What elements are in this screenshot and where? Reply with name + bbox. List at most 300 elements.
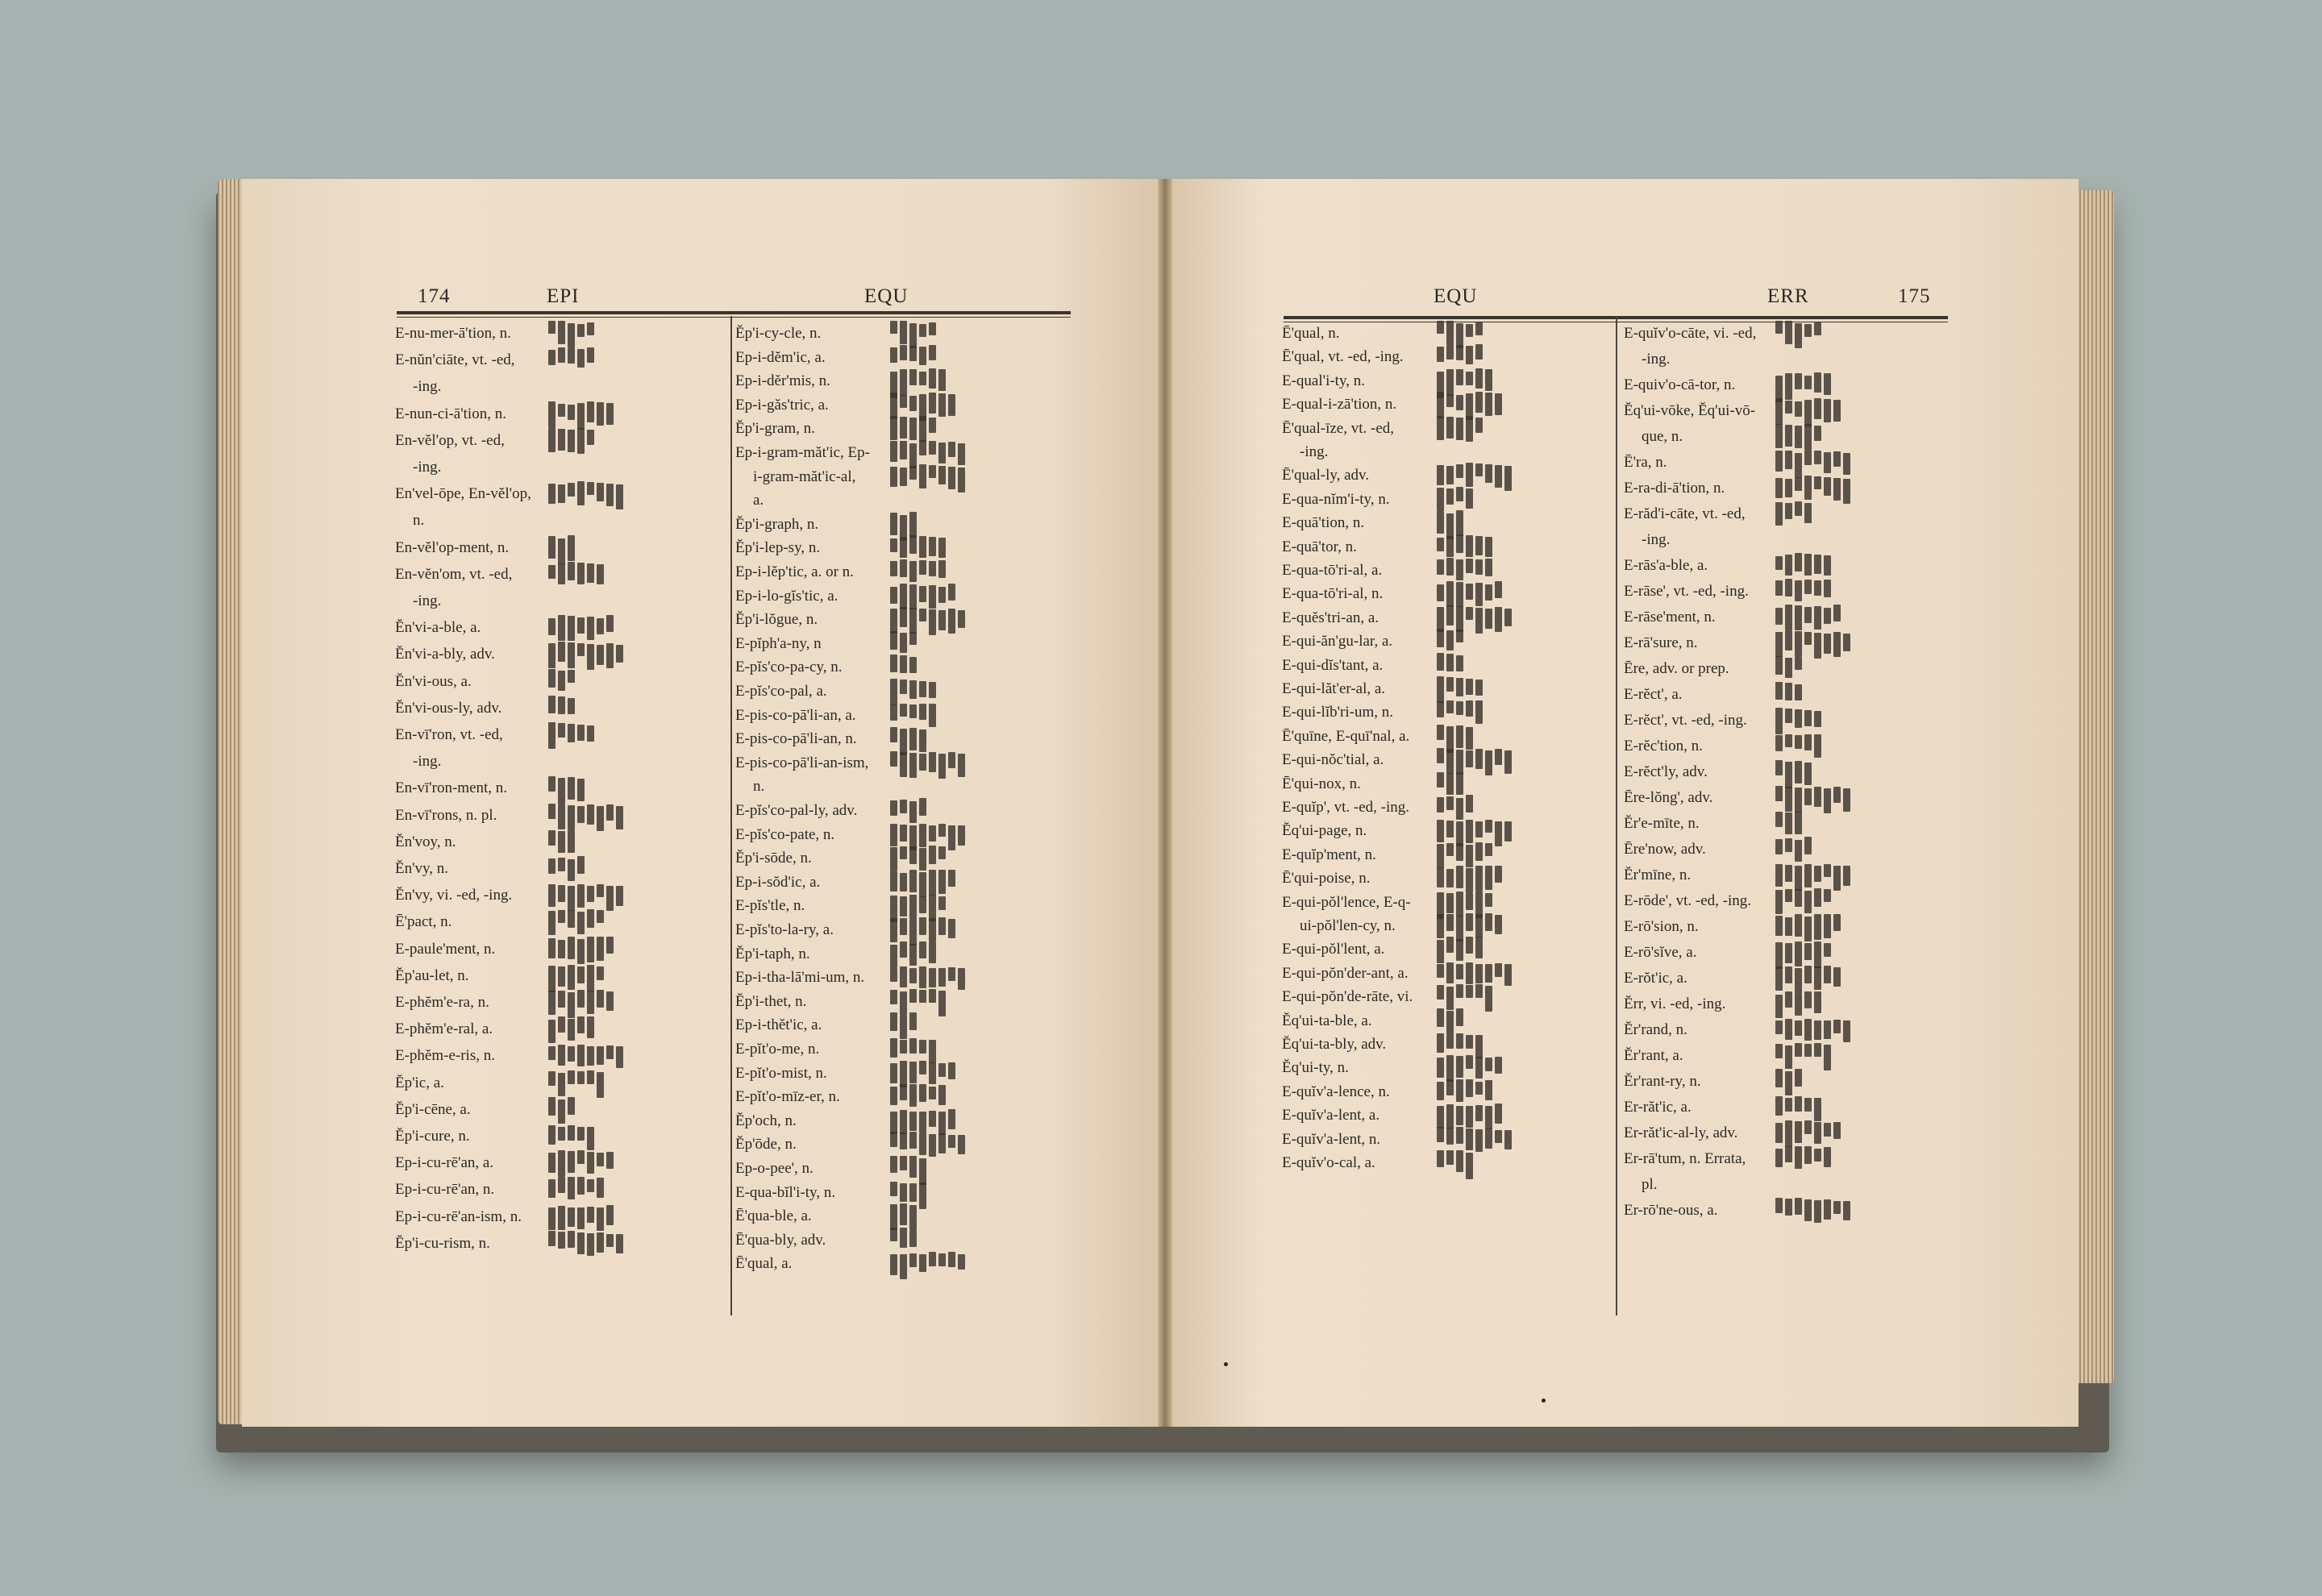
japanese-gloss xyxy=(548,1043,623,1070)
headword: E-pis-co-pā'li-an, a. xyxy=(735,706,856,724)
headword: E-qual-i-zā'tion, n. xyxy=(1282,396,1397,414)
japanese-gloss xyxy=(1437,1150,1473,1178)
headword: Ĕp'och, n. xyxy=(735,1112,797,1129)
dictionary-entry xyxy=(1624,1124,1950,1146)
japanese-gloss xyxy=(548,856,585,883)
headword: E-phĕm'e-ral, a. xyxy=(395,1020,493,1038)
japanese-gloss xyxy=(890,464,965,492)
dictionary-entry xyxy=(1624,479,1950,501)
japanese-gloss xyxy=(890,750,965,778)
headword: En-vĕn'om, vt. -ed, xyxy=(395,565,513,583)
headword: E-quā'tor, n. xyxy=(1282,538,1357,555)
headword: E-pĭs'tle, n. xyxy=(735,897,805,915)
dictionary-entry xyxy=(735,729,1074,752)
dictionary-entry xyxy=(1282,609,1612,631)
headword: E-qui-ăn'gu-lar, a. xyxy=(1282,633,1393,650)
headword: E-qual'i-ty, n. xyxy=(1282,372,1365,389)
dictionary-entry xyxy=(395,1020,726,1042)
dictionary-entry xyxy=(1282,1012,1612,1034)
headword: E-rāse'ment, n. xyxy=(1624,609,1716,626)
dictionary-entry xyxy=(1282,561,1612,584)
headword: E-paule'ment, n. xyxy=(395,940,496,958)
dictionary-entry xyxy=(1282,1035,1612,1058)
dictionary-entry xyxy=(1624,1020,1950,1043)
headword: -ing. xyxy=(413,459,442,476)
headword: -ing. xyxy=(1642,531,1671,548)
dictionary-entry xyxy=(395,538,726,561)
dictionary-entry xyxy=(735,1135,1074,1158)
dictionary-entry xyxy=(395,752,726,775)
dictionary-entry xyxy=(1282,513,1612,536)
dictionary-entry xyxy=(1282,680,1612,702)
headword: -ing. xyxy=(413,753,442,771)
headword: Ē'qui-poise, n. xyxy=(1282,870,1371,887)
dictionary-entry xyxy=(735,1254,1074,1277)
dictionary-entry xyxy=(735,1016,1074,1038)
japanese-gloss xyxy=(548,535,575,563)
japanese-gloss xyxy=(548,347,594,375)
headword: -ing. xyxy=(1642,351,1671,368)
dictionary-entry xyxy=(1282,703,1612,725)
headword: Ĕp'i-lep-sy, n. xyxy=(735,539,821,557)
dictionary-entry xyxy=(395,859,726,882)
headword: Ēre'now, adv. xyxy=(1624,841,1706,858)
dictionary-entry xyxy=(1624,376,1950,398)
dictionary-entry xyxy=(395,993,726,1016)
dictionary-entry xyxy=(1282,964,1612,987)
headword: Ē'qui-nox, n. xyxy=(1282,775,1361,792)
japanese-gloss xyxy=(1775,940,1831,967)
japanese-gloss xyxy=(1775,837,1812,864)
headword: E-răd'i-cāte, vt. -ed, xyxy=(1624,505,1746,522)
headword: Ĕq'ui-vōke, Ĕq'ui-vō- xyxy=(1624,402,1756,419)
headword: E-pis-co-pā'li-an, n. xyxy=(735,730,857,748)
dictionary-entry xyxy=(1624,324,1950,347)
headword: Ĕp'i-sōde, n. xyxy=(735,850,812,867)
japanese-gloss xyxy=(1775,321,1821,348)
dictionary-entry xyxy=(735,921,1074,943)
dictionary-entry xyxy=(395,833,726,855)
dictionary-entry xyxy=(1624,453,1950,476)
headword: E-rā'sure, n. xyxy=(1624,634,1698,651)
headword: Ep-i-tha-lā'mi-um, n. xyxy=(735,969,865,987)
dictionary-entry xyxy=(735,419,1074,442)
dictionary-entry xyxy=(1624,1098,1950,1120)
headword: Ĕq'ui-ta-bly, adv. xyxy=(1282,1036,1387,1053)
dictionary-entry xyxy=(1624,892,1950,914)
dictionary-entry xyxy=(1282,893,1612,916)
headword: Ep-i-cu-rē'an-ism, n. xyxy=(395,1207,522,1225)
japanese-gloss xyxy=(548,696,575,723)
dictionary-entry xyxy=(735,825,1074,848)
headword: Ĕq'ui-page, n. xyxy=(1282,822,1367,840)
headword: Ĕp'ic, a. xyxy=(395,1074,444,1091)
headword: Ē'qual-ly, adv. xyxy=(1282,467,1370,484)
headword: Ĕp'au-let, n. xyxy=(395,966,469,984)
japanese-gloss xyxy=(548,562,604,589)
japanese-gloss xyxy=(548,1016,594,1044)
dictionary-entry xyxy=(735,1183,1074,1206)
headword: E-qua-bĭl'i-ty, n. xyxy=(735,1183,836,1201)
dictionary-entry xyxy=(1282,1058,1612,1081)
headword: Ĕp'i-cy-cle, n. xyxy=(735,325,822,342)
dictionary-entry xyxy=(735,348,1074,371)
dictionary-entry xyxy=(1282,324,1612,347)
japanese-gloss xyxy=(1775,708,1821,735)
head-rule-left xyxy=(397,311,1071,314)
dictionary-entry xyxy=(395,672,726,695)
headword: Ē'qual, vt. -ed, -ing. xyxy=(1282,348,1404,366)
dictionary-entry xyxy=(1624,943,1950,966)
dictionary-entry xyxy=(735,1159,1074,1182)
dictionary-entry xyxy=(735,1112,1074,1134)
dictionary-entry xyxy=(1624,505,1950,527)
dictionary-entry xyxy=(735,754,1074,776)
dictionary-entry xyxy=(395,565,726,588)
dictionary-entry xyxy=(1624,530,1950,553)
headword: E-nu-mer-ā'tion, n. xyxy=(395,325,511,342)
headword: Ĕn'voy, n. xyxy=(395,833,456,850)
headword: Er-răt'ic, a. xyxy=(1624,1099,1692,1116)
dictionary-entry xyxy=(1624,582,1950,605)
dictionary-entry xyxy=(1282,1083,1612,1105)
japanese-gloss xyxy=(548,669,575,696)
headword: En-vī'ron, vt. -ed, xyxy=(395,726,503,743)
japanese-gloss xyxy=(1437,416,1483,443)
dictionary-entry xyxy=(1282,750,1612,773)
column-divider-left xyxy=(730,316,732,1315)
japanese-gloss xyxy=(548,883,623,910)
dictionary-entry xyxy=(1624,685,1950,708)
dictionary-entry xyxy=(395,806,726,829)
dictionary-entry xyxy=(1282,395,1612,418)
headword: Ĕn'vi-a-bly, adv. xyxy=(395,646,495,663)
headword: E-quĭv'a-lence, n. xyxy=(1282,1083,1390,1100)
headword: E-qui-pŏl'lent, a. xyxy=(1282,941,1385,958)
dictionary-entry xyxy=(395,1100,726,1123)
headword: pl. xyxy=(1642,1176,1658,1193)
headword: En'vel-ōpe, En-vĕl'op, xyxy=(395,485,531,503)
japanese-gloss xyxy=(1775,1120,1841,1148)
headword: E-qui-lĭb'ri-um, n. xyxy=(1282,704,1393,721)
headword: En-vĕl'op-ment, n. xyxy=(395,538,510,556)
japanese-gloss xyxy=(1775,811,1802,838)
headword: E-pĭs'co-pal-ly, adv. xyxy=(735,802,858,819)
headword: E-pĭt'o-mist, n. xyxy=(735,1064,827,1082)
japanese-gloss xyxy=(1775,682,1802,709)
japanese-gloss xyxy=(1775,579,1831,606)
japanese-gloss xyxy=(548,990,614,1017)
headword: E-qui-pŏn'de-rāte, vi. xyxy=(1282,988,1413,1006)
headword: E-qui-pŏl'lence, E-q- xyxy=(1282,893,1411,911)
dictionary-entry xyxy=(395,324,726,347)
headword: i-gram-măt'ic-al, xyxy=(753,468,856,485)
dictionary-entry xyxy=(395,458,726,480)
dictionary-entry xyxy=(395,351,726,373)
dictionary-entry xyxy=(735,538,1074,561)
headword: Ep-i-dĕr'mis, n. xyxy=(735,372,830,390)
dictionary-entry xyxy=(395,725,726,748)
headword: Ĕp'i-graph, n. xyxy=(735,515,819,533)
dictionary-entry xyxy=(1624,608,1950,630)
dictionary-entry xyxy=(395,1207,726,1230)
headword: E-qui-lăt'er-al, a. xyxy=(1282,680,1386,697)
japanese-gloss xyxy=(1775,966,1841,993)
japanese-gloss xyxy=(1775,501,1812,529)
dictionary-entry xyxy=(1282,632,1612,655)
japanese-gloss xyxy=(548,1070,604,1098)
headword: E-nun-ci-ā'tion, n. xyxy=(395,405,506,422)
dictionary-entry xyxy=(1282,1130,1612,1153)
dictionary-entry xyxy=(395,886,726,908)
japanese-gloss xyxy=(548,937,614,964)
headword: Ĕr'rand, n. xyxy=(1624,1021,1687,1038)
dictionary-entry xyxy=(1282,656,1612,679)
headword: E-pĭs'co-pa-cy, n. xyxy=(735,659,843,676)
dictionary-entry xyxy=(1624,1201,1950,1224)
headword: Ē'qual, a. xyxy=(735,1255,793,1273)
japanese-gloss xyxy=(890,1251,965,1278)
dictionary-entry xyxy=(1282,916,1612,939)
dictionary-entry xyxy=(1624,917,1950,940)
headword: Ĕn'vi-ous, a. xyxy=(395,672,472,690)
headword: Ē'ra, n. xyxy=(1624,454,1667,471)
dictionary-entry xyxy=(1282,869,1612,892)
headword: Ĕrr, vi. -ed, -ing. xyxy=(1624,995,1726,1012)
dictionary-entry xyxy=(395,511,726,534)
japanese-gloss xyxy=(1775,991,1821,1019)
dictionary-entry xyxy=(1282,1106,1612,1128)
headword: E-quĭp', vt. -ed, -ing. xyxy=(1282,799,1410,816)
dictionary-entry xyxy=(1282,584,1612,607)
headword: n. xyxy=(413,512,425,530)
headword: Ep-o-pee', n. xyxy=(735,1160,814,1177)
dictionary-entry xyxy=(735,658,1074,680)
dictionary-entry xyxy=(1624,634,1950,656)
headword: Ĕp'i-gram, n. xyxy=(735,420,815,438)
headword: Ep-i-lĕp'tic, a. or n. xyxy=(735,563,854,580)
headword: E-pis-co-pā'li-an-ism, xyxy=(735,754,869,771)
japanese-gloss xyxy=(1775,656,1802,684)
dictionary-entry xyxy=(395,592,726,614)
dictionary-entry xyxy=(735,968,1074,991)
page-number-left: 174 xyxy=(418,285,451,307)
headword: Ēre, adv. or prep. xyxy=(1624,660,1729,677)
dictionary-entry xyxy=(735,801,1074,824)
dictionary-entry xyxy=(395,645,726,667)
dictionary-entry xyxy=(1624,763,1950,785)
headword: Ĕp'i-cure, n. xyxy=(395,1128,470,1145)
headword: E-pĭs'co-pate, n. xyxy=(735,825,835,843)
headword: Ĕp'i-cēne, a. xyxy=(395,1100,471,1118)
headword: E-phĕm'e-ra, n. xyxy=(395,994,489,1011)
dictionary-entry xyxy=(1624,427,1950,450)
headword: E-pĭs'co-pal, a. xyxy=(735,683,827,700)
japanese-gloss xyxy=(1775,862,1850,890)
japanese-gloss xyxy=(1775,1198,1850,1225)
dictionary-entry xyxy=(395,1074,726,1096)
headword: E-qua-tō'ri-al, a. xyxy=(1282,562,1383,579)
headword: E-rō'sĭve, a. xyxy=(1624,944,1697,961)
dictionary-entry xyxy=(1282,372,1612,394)
headword: E-quĭv'a-lent, a. xyxy=(1282,1107,1380,1124)
dictionary-entry xyxy=(1624,1175,1950,1198)
dictionary-entry xyxy=(1282,846,1612,868)
headword: -ing. xyxy=(413,378,442,396)
dictionary-entry xyxy=(735,610,1074,633)
headword: E-pĭph'a-ny, n xyxy=(735,634,822,652)
headword: Ē'pact, n. xyxy=(395,913,452,931)
japanese-gloss xyxy=(548,642,623,669)
dictionary-entry xyxy=(1624,840,1950,862)
headword: E-rĕct', vt. -ed, -ing. xyxy=(1624,712,1747,729)
running-head-right-start: EQU xyxy=(1434,285,1478,307)
dictionary-entry xyxy=(1624,401,1950,424)
headword: E-pĭt'o-me, n. xyxy=(735,1041,820,1058)
headword: Ĕr'rant, a. xyxy=(1624,1047,1683,1064)
dictionary-entry xyxy=(1282,466,1612,488)
dictionary-entry xyxy=(735,849,1074,871)
japanese-gloss xyxy=(548,428,594,455)
dictionary-entry xyxy=(395,779,726,801)
page-number-right: 175 xyxy=(1898,285,1931,307)
headword: Ep-i-gram-măt'ic, Ep- xyxy=(735,444,870,461)
headword: E-qua-tō'ri-al, n. xyxy=(1282,585,1384,603)
headword: -ing. xyxy=(413,592,442,609)
running-head-right-end: ERR xyxy=(1767,285,1809,307)
headword: E-rĕc'tion, n. xyxy=(1624,738,1703,754)
dictionary-entry xyxy=(735,945,1074,967)
headword: E-quĭv'o-cāte, vi. -ed, xyxy=(1624,325,1757,342)
headword: Er-rō'ne-ous, a. xyxy=(1624,1202,1718,1219)
headword: En-vī'rons, n. pl. xyxy=(395,806,497,824)
dictionary-entry xyxy=(735,372,1074,394)
japanese-gloss xyxy=(1775,759,1812,787)
headword: E-rōde', vt. -ed, -ing. xyxy=(1624,892,1752,909)
japanese-gloss xyxy=(1775,914,1841,941)
headword: E-rĕct', a. xyxy=(1624,686,1683,703)
japanese-gloss xyxy=(1775,476,1850,503)
dictionary-entry xyxy=(395,377,726,400)
headword: n. xyxy=(753,778,765,796)
headword: Ĕn'vi-ous-ly, adv. xyxy=(395,699,502,717)
headword: E-qui-pŏn'der-ant, a. xyxy=(1282,964,1409,982)
headword: Ĕn'vy, vi. -ed, -ing. xyxy=(395,887,513,904)
headword: En-vī'ron-ment, n. xyxy=(395,779,508,797)
japanese-gloss xyxy=(1775,372,1831,400)
japanese-gloss xyxy=(548,775,585,803)
dictionary-entry xyxy=(1624,866,1950,888)
headword: E-rĕct'ly, adv. xyxy=(1624,763,1708,780)
headword: Ēre-lŏng', adv. xyxy=(1624,789,1713,806)
dictionary-entry xyxy=(1282,490,1612,513)
dictionary-entry xyxy=(1282,775,1612,797)
japanese-gloss xyxy=(548,321,594,348)
japanese-gloss xyxy=(548,1204,614,1232)
headword: Er-răt'ic-al-ly, adv. xyxy=(1624,1124,1738,1141)
headword: Ĕq'ui-ty, n. xyxy=(1282,1059,1349,1077)
headword: En-vĕl'op, vt. -ed, xyxy=(395,431,505,449)
dictionary-entry xyxy=(1282,987,1612,1010)
headword: Ep-i-dĕm'ic, a. xyxy=(735,348,826,366)
headword: Ē'qual, n. xyxy=(1282,325,1340,342)
headword: Ĕp'i-thet, n. xyxy=(735,992,807,1010)
ink-speck xyxy=(1542,1399,1546,1403)
dictionary-entry xyxy=(735,587,1074,609)
japanese-gloss xyxy=(1775,1043,1831,1070)
dictionary-entry xyxy=(1624,556,1950,579)
headword: Ĕn'vi-a-ble, a. xyxy=(395,619,481,637)
japanese-gloss xyxy=(1775,398,1841,426)
headword: E-qui-nŏc'tial, a. xyxy=(1282,751,1384,769)
dictionary-entry xyxy=(395,618,726,641)
dictionary-entry xyxy=(1282,940,1612,962)
headword: E-ra-di-ā'tion, n. xyxy=(1624,480,1725,497)
japanese-gloss xyxy=(1775,888,1831,916)
japanese-gloss xyxy=(1775,1146,1831,1174)
japanese-gloss xyxy=(1775,1095,1821,1122)
dictionary-entry xyxy=(735,1040,1074,1062)
dictionary-entry xyxy=(1624,1149,1950,1172)
dictionary-entry xyxy=(1282,347,1612,370)
headword: Ĕq'ui-ta-ble, a. xyxy=(1282,1012,1372,1029)
headword: E-qua-nĭm'i-ty, n. xyxy=(1282,490,1390,508)
dictionary-entry xyxy=(735,777,1074,800)
dictionary-entry xyxy=(1282,821,1612,844)
japanese-gloss xyxy=(548,963,604,991)
column-divider-right xyxy=(1616,316,1617,1315)
headword: E-pĭt'o-mīz-er, n. xyxy=(735,1088,840,1106)
japanese-gloss xyxy=(1775,734,1821,761)
headword: Ep-i-lo-gĭs'tic, a. xyxy=(735,587,838,605)
headword: Ē'qual-īze, vt. -ed, xyxy=(1282,419,1395,437)
dictionary-entry xyxy=(735,634,1074,657)
headword: Ĕn'vy, n. xyxy=(395,860,449,877)
dictionary-entry xyxy=(1624,995,1950,1017)
dictionary-entry xyxy=(735,563,1074,585)
dictionary-entry xyxy=(395,1127,726,1149)
japanese-gloss xyxy=(1775,785,1850,813)
dictionary-entry xyxy=(1624,737,1950,759)
japanese-gloss xyxy=(1775,424,1821,451)
dictionary-entry xyxy=(735,706,1074,729)
running-head-left-end: EQU xyxy=(864,285,909,307)
headword: Ep-i-găs'tric, a. xyxy=(735,396,829,414)
dictionary-entry xyxy=(1624,1072,1950,1095)
headword: E-quiv'o-cā-tor, n. xyxy=(1624,376,1736,393)
japanese-gloss xyxy=(548,1150,614,1178)
dictionary-entry xyxy=(735,515,1074,538)
headword: E-pĭs'to-la-ry, a. xyxy=(735,921,834,938)
dictionary-entry xyxy=(1624,1046,1950,1069)
japanese-gloss xyxy=(548,803,623,830)
japanese-gloss xyxy=(1775,553,1831,580)
dictionary-entry xyxy=(395,699,726,721)
headword: Ĕp'i-cu-rism, n. xyxy=(395,1234,490,1252)
dictionary-entry xyxy=(735,1231,1074,1253)
running-head-left-start: EPI xyxy=(547,285,580,307)
headword: a. xyxy=(753,492,764,509)
dictionary-entry xyxy=(395,966,726,989)
headword: E-rō'sion, n. xyxy=(1624,918,1699,935)
book-gutter xyxy=(1158,179,1172,1427)
dictionary-entry xyxy=(1282,419,1612,442)
headword: E-qui-dĭs'tant, a. xyxy=(1282,656,1384,674)
dictionary-entry xyxy=(1282,727,1612,750)
dictionary-entry xyxy=(1624,814,1950,837)
ink-speck xyxy=(1224,1362,1228,1366)
dictionary-entry xyxy=(735,468,1074,490)
